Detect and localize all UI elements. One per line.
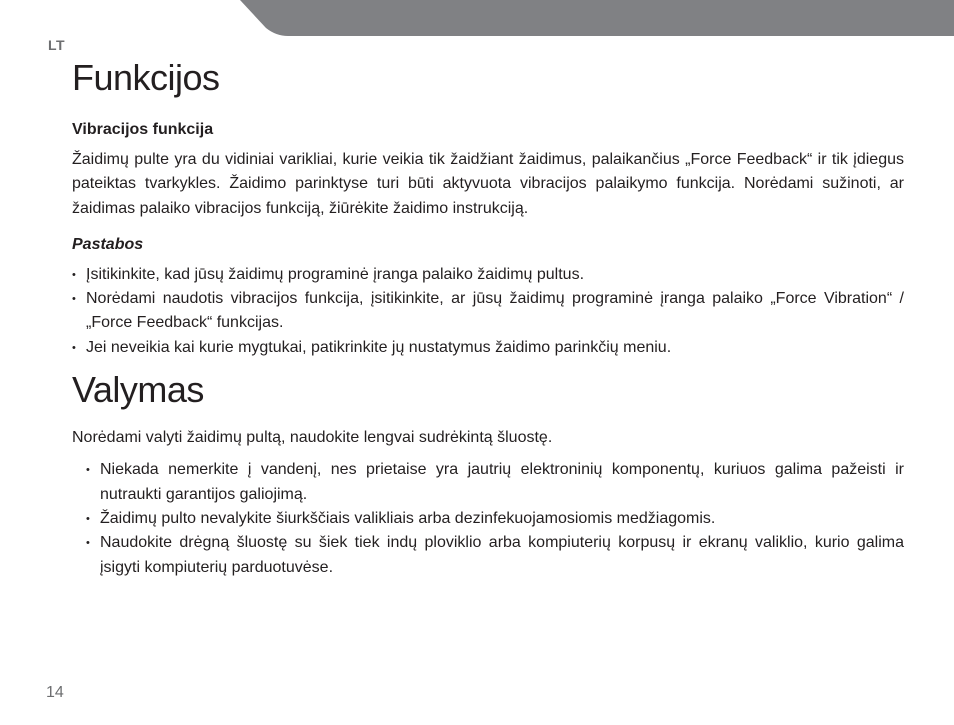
language-tag: LT [48, 37, 66, 53]
cleaning-item: • Niekada nemerkite į vandenį, nes prietaise yra jautrių elektroninių komponentų, kuriuos galima pažeisti ir nutraukti garantijos galiojimą. [86, 458, 904, 507]
notes-item: • Įsitikinkite, kad jūsų žaidimų programinė įranga palaiko žaidimų pultus. [72, 263, 904, 287]
header-band [0, 0, 954, 36]
section-title-cleaning: Valymas [72, 369, 204, 411]
page-number: 14 [46, 684, 64, 701]
cleaning-item: • Žaidimų pulto nevalykite šiurkščiais valikliais arba dezinfekuojamosiomis medžiagomis. [86, 507, 904, 531]
notes-item: • Norėdami naudotis vibracijos funkcija, įsitikinkite, ar jūsų žaidimų programinė įranga palaiko „Force Vibration“ / „Force Feedback“ funkcijas. [72, 287, 904, 336]
cleaning-item: • Naudokite drėgną šluostę su šiek tiek indų ploviklio arba kompiuterių korpusų ir ekranų valiklio, kurio galima įsigyti kompiuterių parduotuvėse. [86, 531, 904, 580]
notes-list [72, 263, 904, 360]
cleaning-intro: Norėdami valyti žaidimų pultą, naudokite lengvai sudrėkintą šluostę. [72, 429, 553, 447]
notes-item: • Jei neveikia kai kurie mygtukai, patikrinkite jų nustatymus žaidimo parinkčių meniu. [72, 336, 904, 360]
page-content [72, 54, 904, 580]
header-band-shape [240, 0, 954, 36]
vibration-heading: Vibracijos funkcija [72, 121, 214, 138]
cleaning-list [86, 458, 904, 579]
section-title-functions: Funkcijos [72, 57, 220, 98]
notes-heading: Pastabos [72, 235, 144, 253]
vibration-paragraph: Žaidimų pulte yra du vidiniai varikliai, kurie veikia tik žaidžiant žaidimus, palaikančius „Force Feedback“ ir tik įdiegus pateiktas tvarkykles. Žaidimo parinktyse turi būti aktyvuota vibracijos palaikymo funkcija. Norėdami sužinoti, ar žaidimas palaiko vibracijos funkciją, žiūrėkite žaidimo instrukciją. [72, 151, 904, 217]
